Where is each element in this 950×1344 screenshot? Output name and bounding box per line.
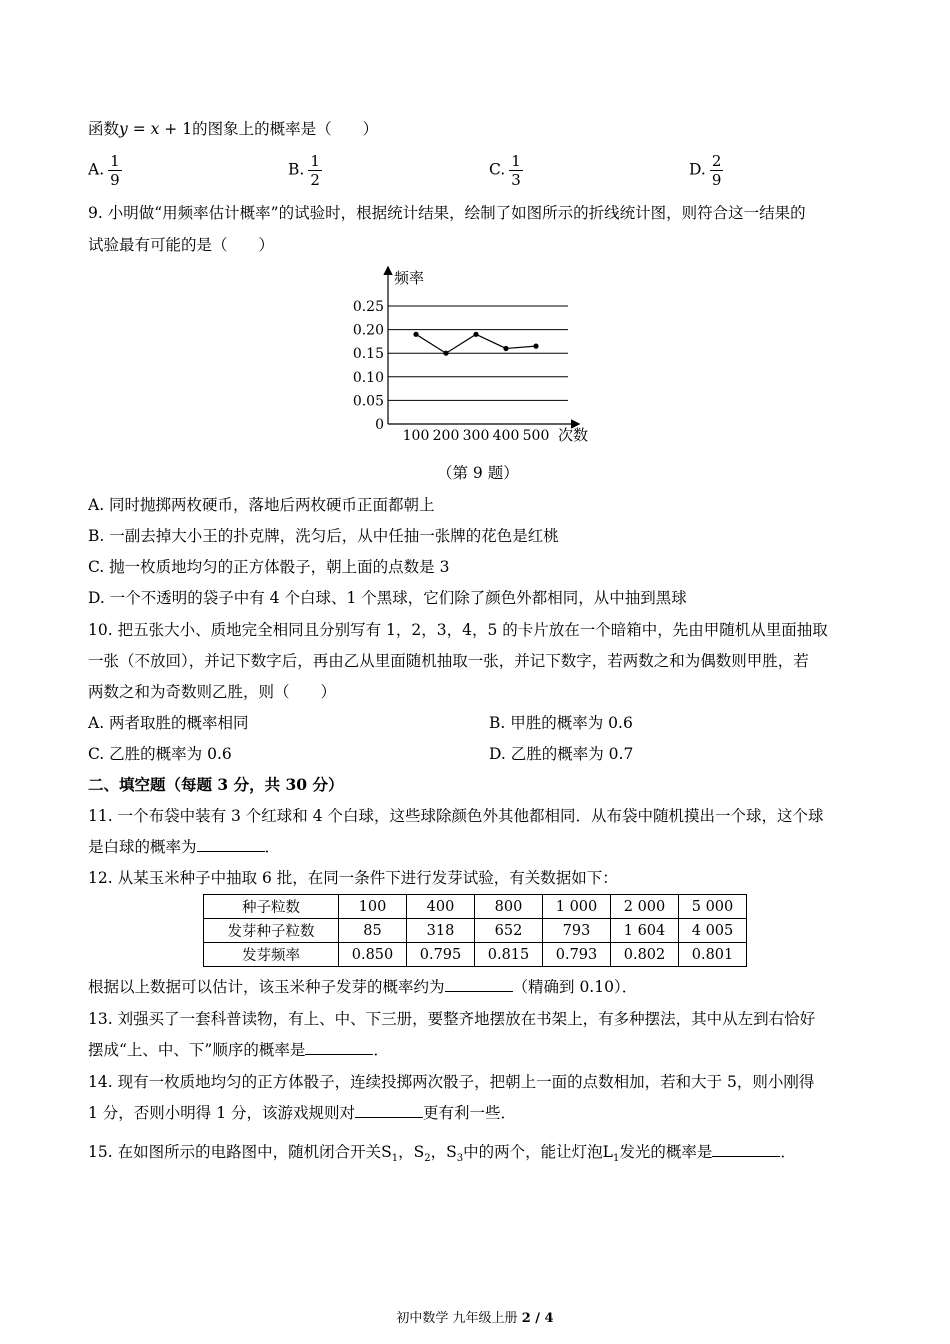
table-row: 发芽频率 0.850 0.795 0.815 0.793 0.802 0.801 (204, 943, 747, 967)
q10-stem-line3: 两数之和为奇数则乙胜，则（ ） (88, 683, 337, 701)
data-point (473, 332, 478, 337)
x-tick-label: 500 (522, 428, 550, 444)
y-tick-label: 0.05 (352, 393, 384, 410)
q10-option-c: C. 乙胜的概率为 0.6 (88, 745, 232, 763)
y-tick-label: 0 (375, 417, 384, 433)
q10-option-a: A. 两者取胜的概率相同 (88, 714, 249, 732)
q12-stem: 12. 从某玉米种子中抽取 6 批，在同一条件下进行发芽试验，有关数据如下： (88, 869, 618, 887)
q10-option-d: D. 乙胜的概率为 0.7 (489, 745, 634, 763)
y-axis-label: 频率 (394, 269, 425, 287)
q9-line-chart (340, 262, 600, 447)
q11-stem-line1: 11. 一个布袋中装有 3 个红球和 4 个白球，这些球除颜色外其他都相同．从布袋中随机摸出一个球，这个球 (88, 807, 824, 825)
x-tick-label: 400 (492, 428, 520, 444)
q10-option-b: B. 甲胜的概率为 0.6 (489, 714, 633, 732)
x-axis-label: 次数 (558, 426, 589, 444)
q15-answer-blank[interactable] (712, 1142, 780, 1157)
y-tick-label: 0.10 (352, 369, 384, 386)
section-title-fill-in: 二、填空题（每题 3 分，共 30 分） (88, 775, 344, 794)
y-tick-label: 0.20 (352, 322, 384, 339)
page-number: 2 / 4 (521, 1311, 554, 1326)
q13-answer-blank[interactable] (305, 1040, 373, 1055)
q11-answer-blank[interactable] (197, 837, 265, 852)
q8-stem: 函数y = x + 1的图象上的概率是（ ） (88, 120, 379, 138)
q8-option-a: A. $\frac{1}{9}$ (88, 152, 120, 189)
q14-stem-line2: 1 分，否则小明得 1 分，该游戏规则对 更有利一些． (88, 1104, 517, 1122)
series-line (416, 334, 536, 353)
q13-stem-line1: 13. 刘强买了一套科普读物，有上、中、下三册，要整齐地摆放在书架上，有多种摆法，其中从左到右恰好 (88, 1010, 816, 1028)
q11-stem-line2: 是白球的概率为 ． (88, 838, 281, 856)
x-tick-label: 200 (432, 428, 460, 444)
y-tick-label: 0.25 (352, 299, 384, 315)
table-row: 发芽种子粒数 85 318 652 793 1 604 4 005 (204, 919, 747, 943)
page-footer: 初中数学 九年级上册 2 / 4 (396, 1311, 554, 1326)
x-tick-label: 300 (462, 428, 490, 444)
y-tick-label: 0.15 (352, 346, 384, 363)
q14-answer-blank[interactable] (355, 1103, 423, 1118)
q9-option-c: C. 抛一枚质地均匀的正方体骰子，朝上面的点数是 3 (88, 558, 450, 576)
q14-stem-line1: 14. 现有一枚质地均匀的正方体骰子，连续投掷两次骰子，把朝上一面的点数相加，若和大于 5，则小刚得 (88, 1073, 815, 1091)
q10-stem-line2: 一张（不放回），并记下数字后，再由乙从里面随机抽取一张，并记下数字，若两数之和为偶数则甲胜，若 (88, 652, 809, 670)
q12-answer-blank[interactable] (445, 977, 513, 992)
q8-option-d: D. $\frac{2}{9}$ (689, 152, 722, 189)
q9-option-a: A. 同时抛掷两枚硬币，落地后两枚硬币正面都朝上 (88, 496, 435, 514)
q9-option-b: B. 一副去掉大小王的扑克牌，洗匀后，从中任抽一张牌的花色是红桃 (88, 527, 559, 545)
q10-stem-line1: 10. 把五张大小、质地完全相同且分别写有 1，2，3，4，5 的卡片放在一个暗箱中，先由甲随机从里面抽取 (88, 621, 828, 639)
q9-stem-line1: 9. 小明做“用频率估计概率”的试验时，根据统计结果，绘制了如图所示的折线统计图，则符合这一结果的 (88, 204, 806, 222)
q15-stem: 15. 在如图所示的电路图中，随机闭合开关$S_1$，$S_2$，$S_3$中的两个，能让灯泡$L_1$发光的概率是 ． (88, 1143, 796, 1165)
q8-option-b: B. $\frac{1}{2}$ (288, 152, 320, 189)
q9-option-d: D. 一个不透明的袋子中有 4 个白球、1 个黑球，它们除了颜色外都相同，从中抽到黑球 (88, 589, 687, 607)
data-point (503, 346, 508, 351)
q8-option-c: C. $\frac{1}{3}$ (489, 152, 521, 189)
q12-conclusion: 根据以上数据可以估计，该玉米种子发芽的概率约为 （精确到 0.10）． (88, 978, 638, 996)
x-tick-label: 100 (402, 428, 430, 444)
q9-figure-caption: （第 9 题） (437, 464, 519, 482)
q13-stem-line2: 摆成“上、中、下”顺序的概率是 ． (88, 1041, 389, 1059)
q12-data-table (203, 894, 747, 967)
table-row: 种子粒数 100 400 800 1 000 2 000 5 000 (204, 895, 747, 919)
data-point (413, 332, 418, 337)
data-point (533, 344, 538, 349)
data-point (443, 351, 448, 356)
q9-stem-line2: 试验最有可能的是（ ） (88, 236, 275, 254)
